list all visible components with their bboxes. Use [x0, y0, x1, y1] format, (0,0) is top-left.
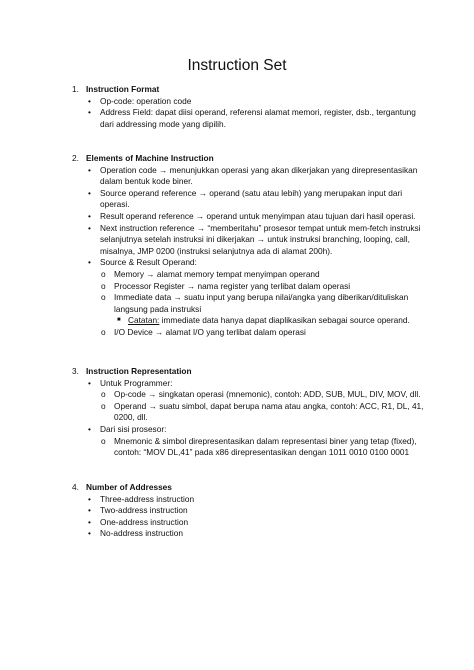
- list-item: • Next instruction reference → “memberitahu” prosesor tempat untuk mem-fetch instruksi selanjutnya setelah instruksi ini dikerjakan → untuk instruksi branching, looping, call, misalnya, JMP 0200 (instruksi selanjutnya ada di alamat 200h).: [88, 222, 421, 256]
- circle-bullet-icon: o: [101, 280, 106, 291]
- note-label: Catatan:: [128, 315, 160, 326]
- bullet-icon: •: [88, 164, 91, 175]
- sub-list-item: o Memory → alamat memory tempat menyimpan operand: [101, 268, 320, 279]
- list-item: • No-address instruction: [88, 528, 184, 539]
- section-number: 3.: [72, 366, 79, 376]
- sub-list: [100, 269, 432, 339]
- bullet-icon: •: [88, 95, 91, 106]
- section-instruction-representation: [72, 366, 432, 459]
- list-item: • Result operand reference → operand untuk menyimpan atau tujuan dari hasil operasi.: [88, 210, 416, 221]
- list-item: • One-address instruction: [88, 516, 189, 527]
- section-heading: Instruction Format: [86, 84, 160, 94]
- list-item: • Untuk Programmer: o Op-code → singkatan operasi (mnemonic), contoh: ADD, SUB, MUL, DIV, MOV, dll. o Operand → suatu simbol, dapat berupa nama atau angka, contoh: ACC, R1, DL, 41, 0200, dll.: [72, 378, 432, 424]
- section-elements-machine-instruction: [72, 153, 432, 339]
- circle-bullet-icon: o: [101, 292, 106, 303]
- sub-list-item: o Operand → suatu simbol, dapat berupa nama atau angka, contoh: ACC, R1, DL, 41, 0200, dll.: [101, 400, 424, 423]
- bullet-icon: •: [88, 516, 91, 527]
- section-heading: Instruction Representation: [86, 366, 192, 376]
- bullet-icon: •: [88, 257, 91, 268]
- bullet-list: [72, 165, 432, 339]
- bullet-icon: •: [88, 222, 91, 233]
- bullet-icon: •: [88, 528, 91, 539]
- note-list: [114, 315, 432, 327]
- list-item: • Source operand reference → operand (satu atau lebih) yang merupakan input dari operasi.: [88, 187, 403, 210]
- sub-list-item: o Processor Register → nama register yang terlibat dalam operasi: [101, 280, 351, 291]
- bullet-list: [72, 494, 432, 540]
- sub-list-item: o Mnemonic & simbol direpresentasikan dalam representasi biner yang tetap (fixed), contoh: “MOV DL,41” pada x86 direpresentasikan dengan 1011 0010 0100 0001: [101, 435, 417, 458]
- sub-list: [100, 389, 432, 424]
- section-heading: Elements of Machine Instruction: [86, 153, 214, 163]
- bullet-icon: •: [88, 505, 91, 516]
- bullet-icon: •: [88, 423, 91, 434]
- circle-bullet-icon: o: [101, 268, 106, 279]
- sub-list-item: o Immediate data → suatu input yang berupa nilai/angka yang diberikan/dituliskan langsung pada instruksi ■ Catatan: immediate data hanya dapat diaplikasikan sebagai source operand.: [100, 292, 432, 327]
- circle-bullet-icon: o: [101, 400, 106, 411]
- sub-list-item: o Op-code → singkatan operasi (mnemonic), contoh: ADD, SUB, MUL, DIV, MOV, dll.: [101, 389, 421, 400]
- section-number: 1.: [72, 84, 79, 94]
- bullet-icon: •: [88, 187, 91, 198]
- circle-bullet-icon: o: [101, 326, 106, 337]
- bullet-icon: •: [88, 210, 91, 221]
- note-item: [114, 315, 432, 327]
- list-item: • Operation code → menunjukkan operasi yang akan dikerjakan yang direpresentasikan dalam bentuk kode biner.: [88, 164, 418, 187]
- list-item: • Three-address instruction: [88, 493, 195, 504]
- bullet-icon: •: [88, 377, 91, 388]
- section-number: 4.: [72, 482, 79, 492]
- bullet-icon: •: [88, 107, 91, 118]
- square-bullet-icon: ■: [117, 317, 121, 324]
- page-title: Instruction Set: [187, 57, 287, 74]
- sub-list-item: o I/O Device → alamat I/O yang terlibat dalam operasi: [101, 326, 306, 337]
- section-number-of-addresses: [72, 482, 432, 540]
- sub-list: [100, 436, 432, 459]
- section-instruction-format: [72, 84, 432, 130]
- bullet-list: [72, 96, 432, 131]
- list-item: • Two-address instruction: [88, 505, 188, 516]
- section-heading: Number of Addresses: [86, 482, 172, 492]
- note-text: immediate data hanya dapat diaplikasikan sebagai source operand.: [159, 315, 410, 326]
- list-item: • Address Field: dapat diisi operand, referensi alamat memori, register, dsb., tergantung dari addressing mode yang dipilih.: [88, 107, 416, 129]
- circle-bullet-icon: o: [101, 435, 106, 446]
- list-item: • Source & Result Operand: o Memory → alamat memory tempat menyimpan operand o Processor Register → nama register yang terlibat dalam operasi o Immediate data → suatu input yang berupa nilai/angka yang diberikan/dituliskan langsung pada instruksi ■ Catatan: immediate data hanya dapat diaplikasikan sebagai source operand. o I/O Device → alamat I/O yang terlibat dalam operasi: [72, 257, 432, 338]
- section-number: 2.: [72, 153, 79, 163]
- bullet-list: [72, 378, 432, 459]
- list-item: • Dari sisi prosesor: o Mnemonic & simbol direpresentasikan dalam representasi biner yang tetap (fixed), contoh: “MOV DL,41” pada x86 direpresentasikan dengan 1011 0010 0100 0001: [72, 424, 432, 459]
- circle-bullet-icon: o: [101, 389, 106, 400]
- list-item: • Op-code: operation code: [88, 95, 192, 106]
- bullet-icon: •: [88, 493, 91, 504]
